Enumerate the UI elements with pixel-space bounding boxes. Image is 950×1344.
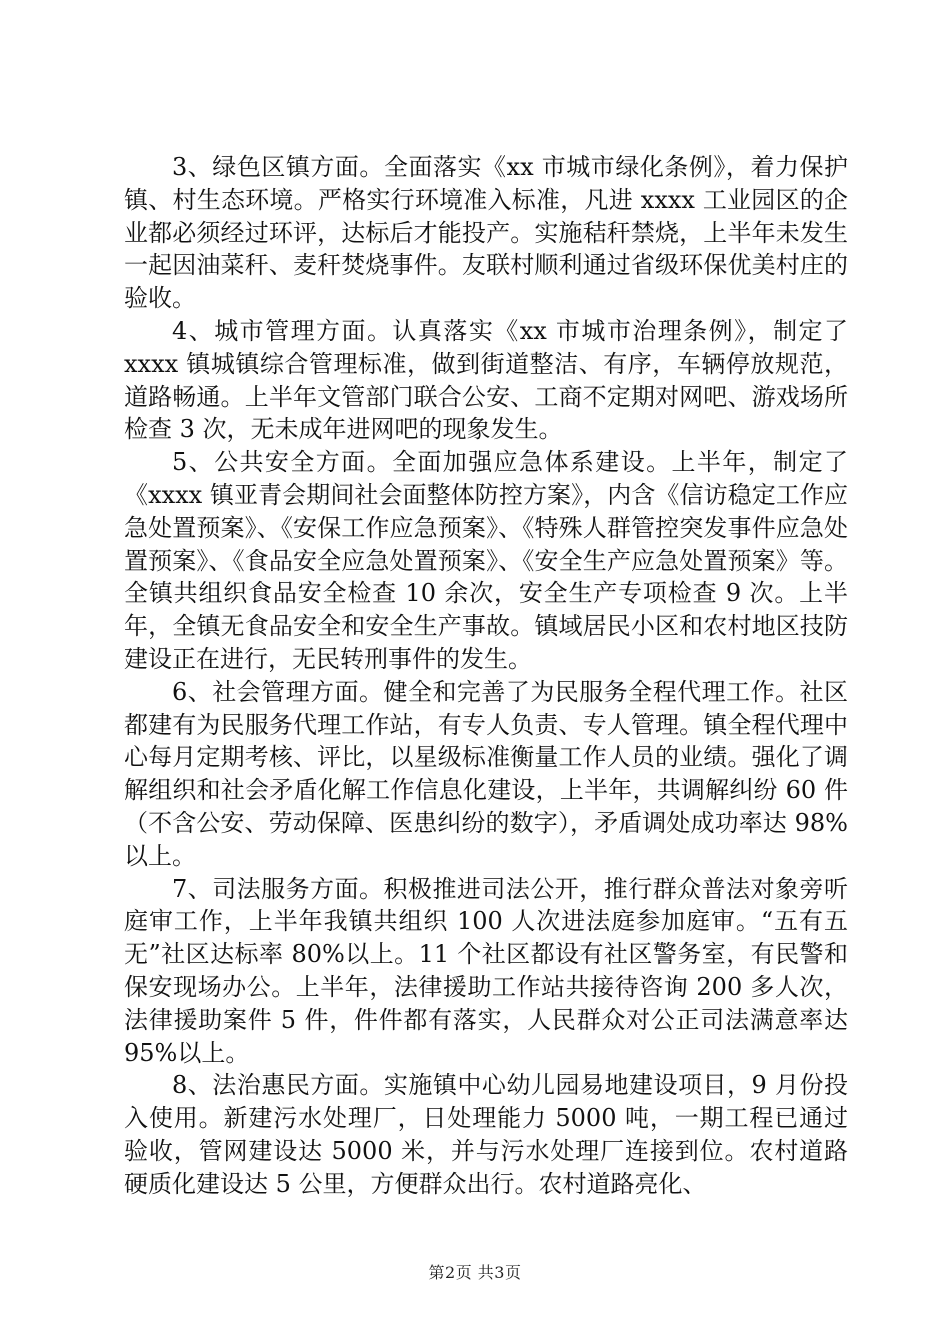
paragraph-rule-of-law-benefits: 8、法治惠民方面。实施镇中心幼儿园易地建设项目，9 月份投入使用。新建污水处理厂，日处理能力 5000 吨，一期工程已通过验收，管网建设达 5000 米，并与污水处理厂连接到位。农村道路硬质化建设达 5 公里，方便群众出行。农村道路亮化、: [124, 1071, 848, 1198]
paragraph-green-town: 3、绿色区镇方面。全面落实《xx 市城市绿化条例》，着力保护镇、村生态环境。严格实行环境准入标准，凡进 xxxx 工业园区的企业都必须经过环评，达标后才能投产。实施秸秆禁烧，上半年未发生一起因油菜秆、麦秆焚烧事件。友联村顺利通过省级环保优美村庄的验收。: [124, 153, 848, 313]
document-body: [124, 151, 848, 1201]
paragraph-city-management: 4、城市管理方面。认真落实《xx 市城市治理条例》，制定了 xxxx 镇城镇综合管理标准，做到街道整洁、有序，车辆停放规范，道路畅通。上半年文管部门联合公安、工商不定期对网吧、游戏场所检查 3 次，无未成年进网吧的现象发生。: [124, 316, 848, 444]
page-footer: 第2页 共3页: [428, 1263, 522, 1282]
paragraph-judicial-service: 7、司法服务方面。积极推进司法公开，推行群众普法对象旁听庭审工作，上半年我镇共组织 100 人次进法庭参加庭审。“五有五无”社区达标率 80%以上。11 个社区都设有社区警务室，有民警和保安现场办公。上半年，法律援助工作站共接待咨询 200 多人次，法律援助案件 5 件，件件都有落实，人民群众对公正司法满意率达 95%以上。: [124, 874, 848, 1067]
paragraph-public-safety: 5、公共安全方面。全面加强应急体系建设。上半年，制定了《xxxx 镇亚青会期间社会面整体防控方案》，内含《信访稳定工作应急处置预案》、《安保工作应急预案》、《特殊人群管控突发事件应急处置预案》、《食品安全应急处置预案》、《安全生产应急处置预案》等。全镇共组织食品安全检查 10 余次，安全生产专项检查 9 次。上半年，全镇无食品安全和安全生产事故。镇域居民小区和农村地区技防建设正在进行，无民转刑事件的发生。: [124, 448, 848, 673]
paragraph-social-management: 6、社会管理方面。健全和完善了为民服务全程代理工作。社区都建有为民服务代理工作站，有专人负责、专人管理。镇全程代理中心每月定期考核、评比，以星级标准衡量工作人员的业绩。强化了调解组织和社会矛盾化解工作信息化建设，上半年，共调解纠纷 60 件（不含公安、劳动保障、医患纠纷的数字），矛盾调处成功率达 98%以上。: [124, 677, 848, 870]
